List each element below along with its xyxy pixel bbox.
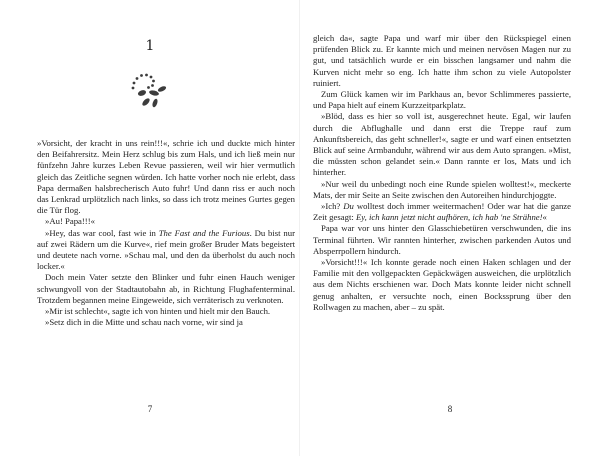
page-number: 7 [147, 404, 153, 414]
text-run: »Mir ist schlecht«, sagte ich von hinten und hielt mir den Bauch. [45, 306, 271, 317]
text-run: Papa war vor uns hinter den Glasschiebetüren verschwunden, die ins Terminal führten. Wir rannten hinterher, zwischen parkenden Autos und Absperrpollern hindurch. [313, 223, 571, 256]
text-run: »Ich? [321, 201, 344, 212]
text-run: Zum Glück kamen wir im Parkhaus an, bevor Schlimmeres passierte, und Papa hielt auf einem Kurzzeitparkplatz. [313, 89, 571, 111]
paragraph [37, 228, 295, 273]
text-run: »Blöd, dass es hier so voll ist, ausgerechnet heute. Egal, wir laufen durch die Abflughalle und dann erst die Treppe rauf zum Ankunftsbereich, das geht schneller!«, sagte er und warf einen entsetzten Blick auf seine Armbanduhr, während wir aus dem Auto sprangen. »Mist, die müssten schon gelandet sein.« Dann rannte er los, Mats und ich hinterher. [313, 111, 571, 178]
text-run: »Vorsicht!!!« Ich konnte gerade noch einen Haken schlagen und der Familie mit den vollgepackten Gepäckwägen ausweichen, die urplötzlich aus dem Nichts erschienen war. Doch Mats konnte leider nicht schnell genug anhalten, er versuchte noch, einen Bockssprung über den Rollwagen zu machen, aber – zu spät. [313, 257, 571, 312]
italic-run: The Fast and the Furious [158, 227, 250, 238]
chapter-number: 1 [145, 38, 155, 54]
text-run: »Au! Papa!!!« [45, 216, 95, 227]
flourish-ornament [126, 66, 174, 114]
paragraph [313, 33, 571, 89]
paragraph [313, 223, 571, 257]
paragraph [313, 179, 571, 201]
paragraph [37, 216, 295, 227]
paragraph [313, 111, 571, 178]
italic-run: Du [343, 201, 354, 212]
text-run: »Hey, das war cool, fast wie in [45, 227, 159, 238]
text-run: « [542, 212, 547, 223]
text-run: gleich da«, sagte Papa und warf mir über den Rückspiegel einen prüfenden Blick zu. Er kannte mich und meinen nervösen Magen nur zu gut, und tatsächlich wurde er ein bisschen langsamer und nahm die Kurven nicht mehr so eng. Ich hatte ihm schon zu viele Autopolster ruiniert. [313, 33, 571, 88]
paragraph [37, 306, 295, 317]
text-run: »Nur weil du unbedingt noch eine Runde spielen wolltest!«, meckerte Mats, der mir Seite an Seite zwischen den Autoreihen hindurchjoggte. [313, 178, 571, 200]
text-run: »Setz dich in die Mitte und schau nach vorne, wir sind ja [45, 317, 243, 328]
text-run: wolltest doch immer weitermachen! Oder war hat die ganze Zeit gesagt: [313, 201, 571, 223]
paragraph [37, 272, 295, 306]
paragraph [37, 317, 295, 328]
page-number: 8 [447, 404, 453, 414]
text-run: Doch mein Vater setzte den Blinker und fuhr einen Hauch weniger schwungvoll von der Stadtautobahn ab, in Richtung Flughafenterminal. Trotzdem begannen meine Eingeweide, sich verräterisch zu verknoten. [37, 272, 295, 305]
italic-run: Ey, ich kann jetzt nicht aufhören, ich hab 'ne Strähne! [355, 212, 543, 223]
text-run: »Vorsicht, der kracht in uns rein!!!«, schrie ich und duckte mich hinter den Beifahrersitz. Mein Herz schlug bis zum Hals, und ich ließ mein nur fünfzehn Jahre kurzes Leben Revue passieren, weil wir hier vermutlich gleich das Zeitliche segnen würden. Ich hatte vorher noch nie erlebt, dass Papa dermaßen halsbrecherisch Auto fuhr! Und dann riss er auch noch das Lenkrad urplötzlich nach links, so dass ich trotz meines Gurtes gegen die Tür flog. [37, 138, 295, 216]
text-run: . Du bist nur auf zwei Rädern um die Kurve«, rief mein großer Bruder Mats begeistert und deutete nach vorne. »Schau mal, und den da überholst du auch noch locker.« [37, 227, 295, 272]
paragraph [313, 201, 571, 223]
right-page [300, 0, 600, 456]
paragraph [313, 89, 571, 111]
paragraph [37, 138, 295, 216]
left-page-text [37, 138, 295, 328]
paragraph [313, 257, 571, 313]
right-page-text [313, 33, 571, 313]
